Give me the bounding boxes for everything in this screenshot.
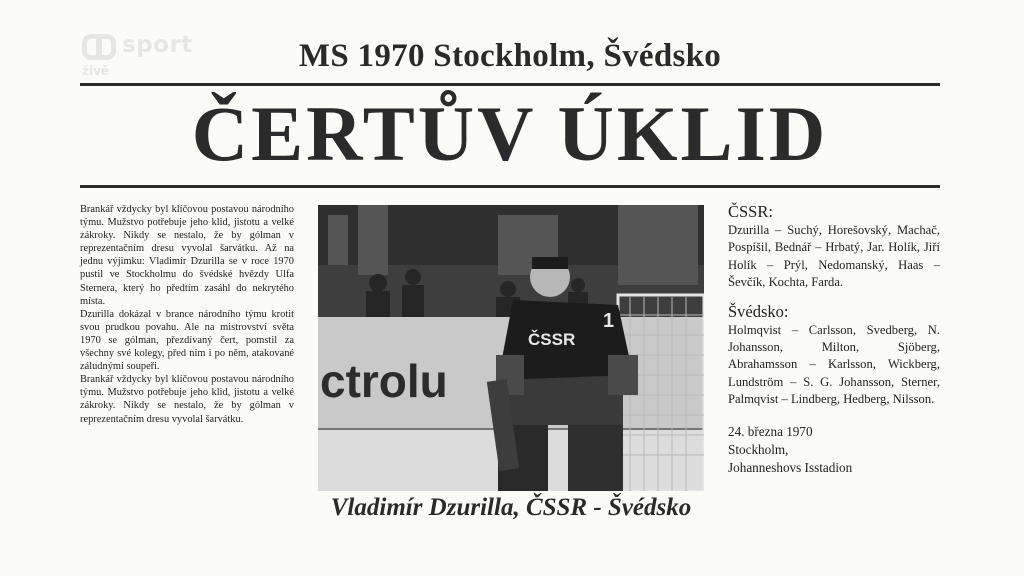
match-city: Stockholm, (728, 442, 789, 458)
goalkeeper-photo (318, 205, 704, 491)
live-label: živě (82, 64, 110, 78)
jersey-number: 1 (603, 310, 615, 332)
lineups-column (728, 202, 940, 478)
team-name: Švédsko: (728, 301, 789, 321)
article-paragraph: Dzurilla dokázal v brance národního týmu krotit svou prudkou povahu. Ale na mistrovství světa 1970 se gólman, přezdívaný čert, pomstil za všechny své kolegy, před ním i po něm, atakované záludnými soupeři. (80, 308, 294, 373)
photo-illustration (318, 205, 704, 491)
match-venue: Johanneshovs Isstadion (728, 460, 853, 476)
headline-rule (80, 185, 940, 188)
logo-text: sport (122, 32, 193, 58)
article-paragraph: Brankář vždycky byl klíčovou postavou národního týmu. Mužstvo potřebuje jeho klid, jistotu a velké zákroky. Nikdy se nestalo, že by gólman v reprezentačním dresu vyvolal šarvátku. Až na jednu výjimku: Vladimír Dzurilla se v roce 1970 pustil ve Stockholmu do švédské hvězdy Ulfa Sternera, který ho předtím zasáhl do nekrytého místa. (80, 204, 294, 307)
article-text-column (80, 203, 294, 426)
article-paragraph: Brankář vždycky byl klíčovou postavou národního týmu. Mužstvo potřebuje jeho klid, jistotu a velké zákroky. Nikdy se nestalo, že by gólman v reprezentačním dresu vyvolal šarvátku. (80, 374, 294, 425)
team-lineup: Dzurilla – Suchý, Horešovský, Machač, Pospíšil, Bednář – Hrbatý, Jar. Holík, Jiří Holík – Prýl, Nedomanský, Haas – Ševčík, Kochta, Farda. (728, 223, 940, 290)
board-text: ctrolu (320, 355, 448, 407)
match-date: 24. března 1970 (728, 423, 813, 439)
match-info (728, 423, 940, 478)
jersey-text: ČSSR (528, 330, 576, 349)
photo-caption: Vladimír Dzurilla, ČSSR - Švédsko (330, 494, 692, 521)
article-headline: ČERTŮV ÚKLID (191, 90, 829, 177)
team-lineup: Holmqvist – Carlsson, Svedberg, N. Johansson, Milton, Sjöberg, Abrahamsson – Karlsson, Wickberg, Lundström – S. G. Johansson, Sterner, Palmqvist – Lindberg, Hedberg, Nilsson. (728, 322, 940, 407)
article-kicker: MS 1970 Stockholm, Švédsko (298, 38, 722, 74)
team-name: ČSSR: (728, 202, 773, 221)
